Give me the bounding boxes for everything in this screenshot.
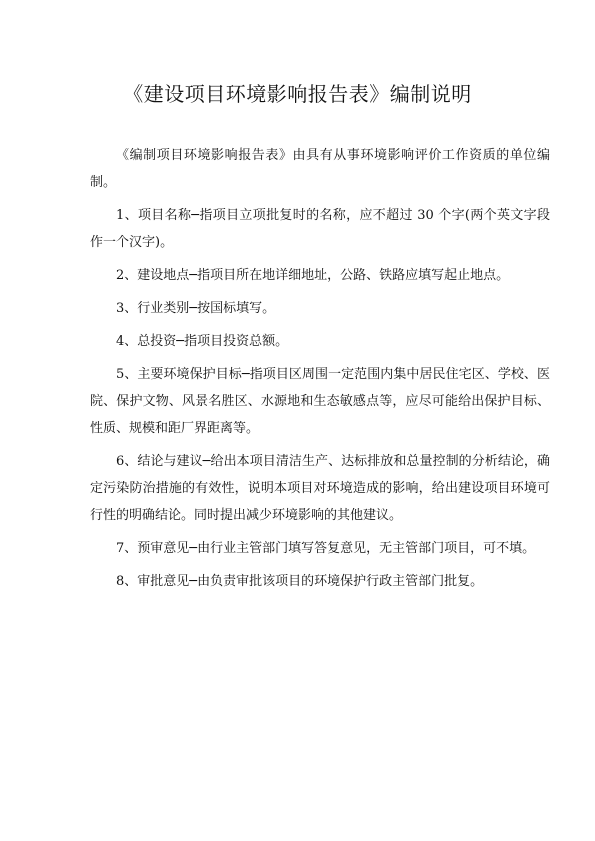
item-construction-site: 2、建设地点─指项目所在地详细地址，公路、铁路应填写起止地点。	[116, 268, 510, 283]
intro-paragraph: 《编制项目环境影响报告表》由具有从事环境影响评价工作资质的单位编制。	[90, 148, 550, 190]
item-approval-opinion: 8、审批意见─由负责审批该项目的环境保护行政主管部门批复。	[116, 574, 484, 589]
item-project-name: 1、项目名称─指项目立项批复时的名称，应不超过 30 个字(两个英文字段作一个汉字)。	[90, 208, 550, 250]
item-preliminary-opinion: 7、预审意见─由行业主管部门填写答复意见，无主管部门项目，可不填。	[116, 541, 536, 556]
item-protection-targets: 5、主要环境保护目标─指项目区周围一定范围内集中居民住宅区、学校、医院、保护文物、风景名胜区、水源地和生态敏感点等，应尽可能给出保护目标、性质、规模和距厂界距离等。	[90, 367, 550, 436]
item-total-investment: 4、总投资─指项目投资总额。	[116, 334, 289, 349]
document-title: 《建设项目环境影响报告表》编制说明	[123, 82, 472, 106]
item-industry-category: 3、行业类别─按国标填写。	[116, 301, 276, 316]
document-body	[90, 142, 550, 601]
item-conclusions: 6、结论与建议─给出本项目清洁生产、达标排放和总量控制的分析结论，确定污染防治措施的有效性，说明本项目对环境造成的影响，给出建设项目环境可行性的明确结论。同时提出减少环境影响的其他建议。	[90, 454, 550, 523]
